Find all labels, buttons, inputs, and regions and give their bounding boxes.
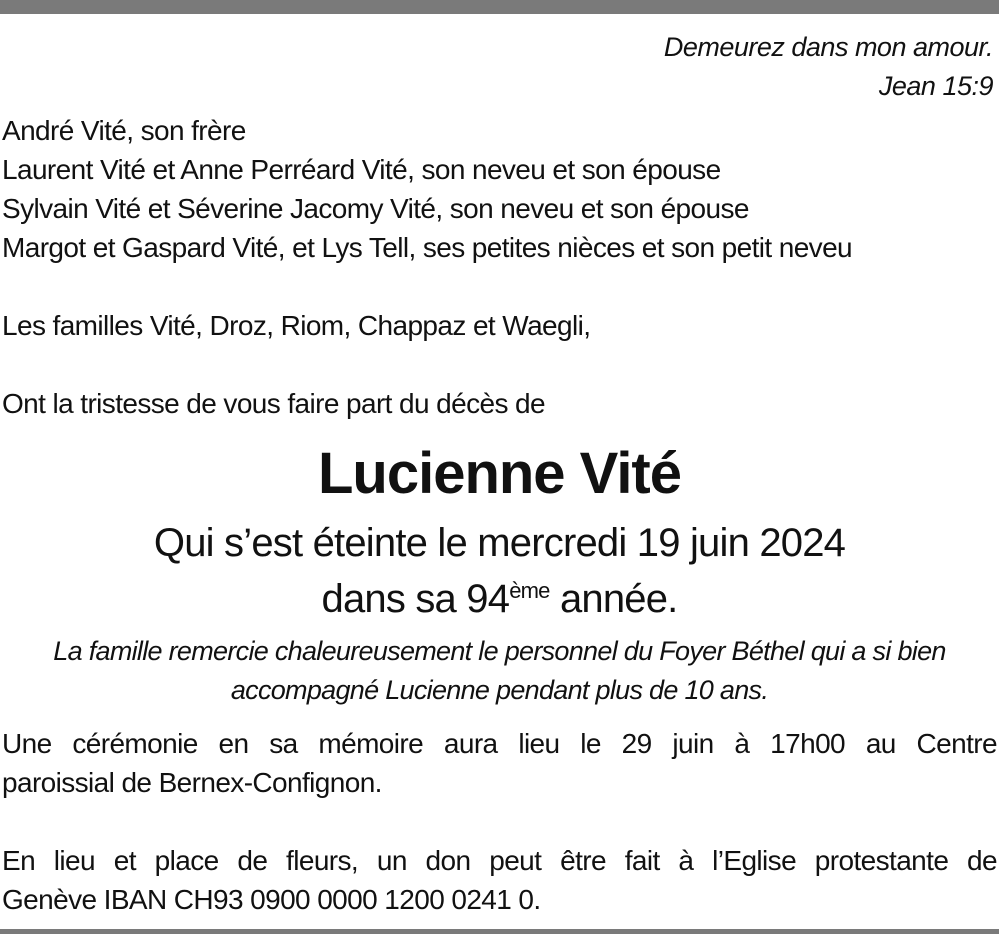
family-member: Margot et Gaspard Vité, et Lys Tell, ses petites nièces et son petit neveu [2, 232, 853, 263]
ceremony-paragraph [2, 724, 997, 802]
family-member: Laurent Vité et Anne Perréard Vité, son neveu et son épouse [2, 154, 721, 185]
family-member: André Vité, son frère [2, 115, 246, 146]
death-date-line: Qui s’est éteinte le mercredi 19 juin 2024 [153, 521, 846, 565]
deceased-name: Lucienne Vité [317, 441, 682, 506]
thanks-paragraph [0, 632, 999, 710]
donation-line: En lieu et place de fleurs, un don peut être fait à l’Eglise protestante de [2, 845, 997, 876]
verse-reference: Jean 15:9 [878, 71, 993, 101]
thanks-line: La famille remercie chaleureusement le personnel du Foyer Béthel qui a si bien [53, 636, 946, 666]
verse-quote: Demeurez dans mon amour. [663, 32, 993, 62]
age-line [0, 572, 999, 626]
bottom-rule [0, 929, 999, 934]
bible-verse [664, 28, 993, 106]
donation-line: Genève IBAN CH93 0900 0000 1200 0241 0. [2, 884, 541, 915]
thanks-line: accompagné Lucienne pendant plus de 10 ans. [230, 675, 769, 705]
age-suffix: année. [549, 577, 678, 621]
families-line: Les familles Vité, Droz, Riom, Chappaz et Waegli, [2, 310, 591, 341]
age-superscript: ème [509, 578, 550, 603]
ceremony-line: paroissial de Bernex-Confignon. [2, 767, 382, 798]
family-member: Sylvain Vité et Séverine Jacomy Vité, son neveu et son épouse [2, 193, 749, 224]
top-rule [0, 0, 999, 14]
age-prefix: dans sa 94 [321, 577, 510, 621]
announcement-intro: Ont la tristesse de vous faire part du décès de [2, 388, 545, 419]
donation-paragraph [2, 841, 997, 919]
family-members-list [2, 111, 852, 267]
ceremony-line: Une cérémonie en sa mémoire aura lieu le 29 juin à 17h00 au Centre [2, 728, 997, 759]
